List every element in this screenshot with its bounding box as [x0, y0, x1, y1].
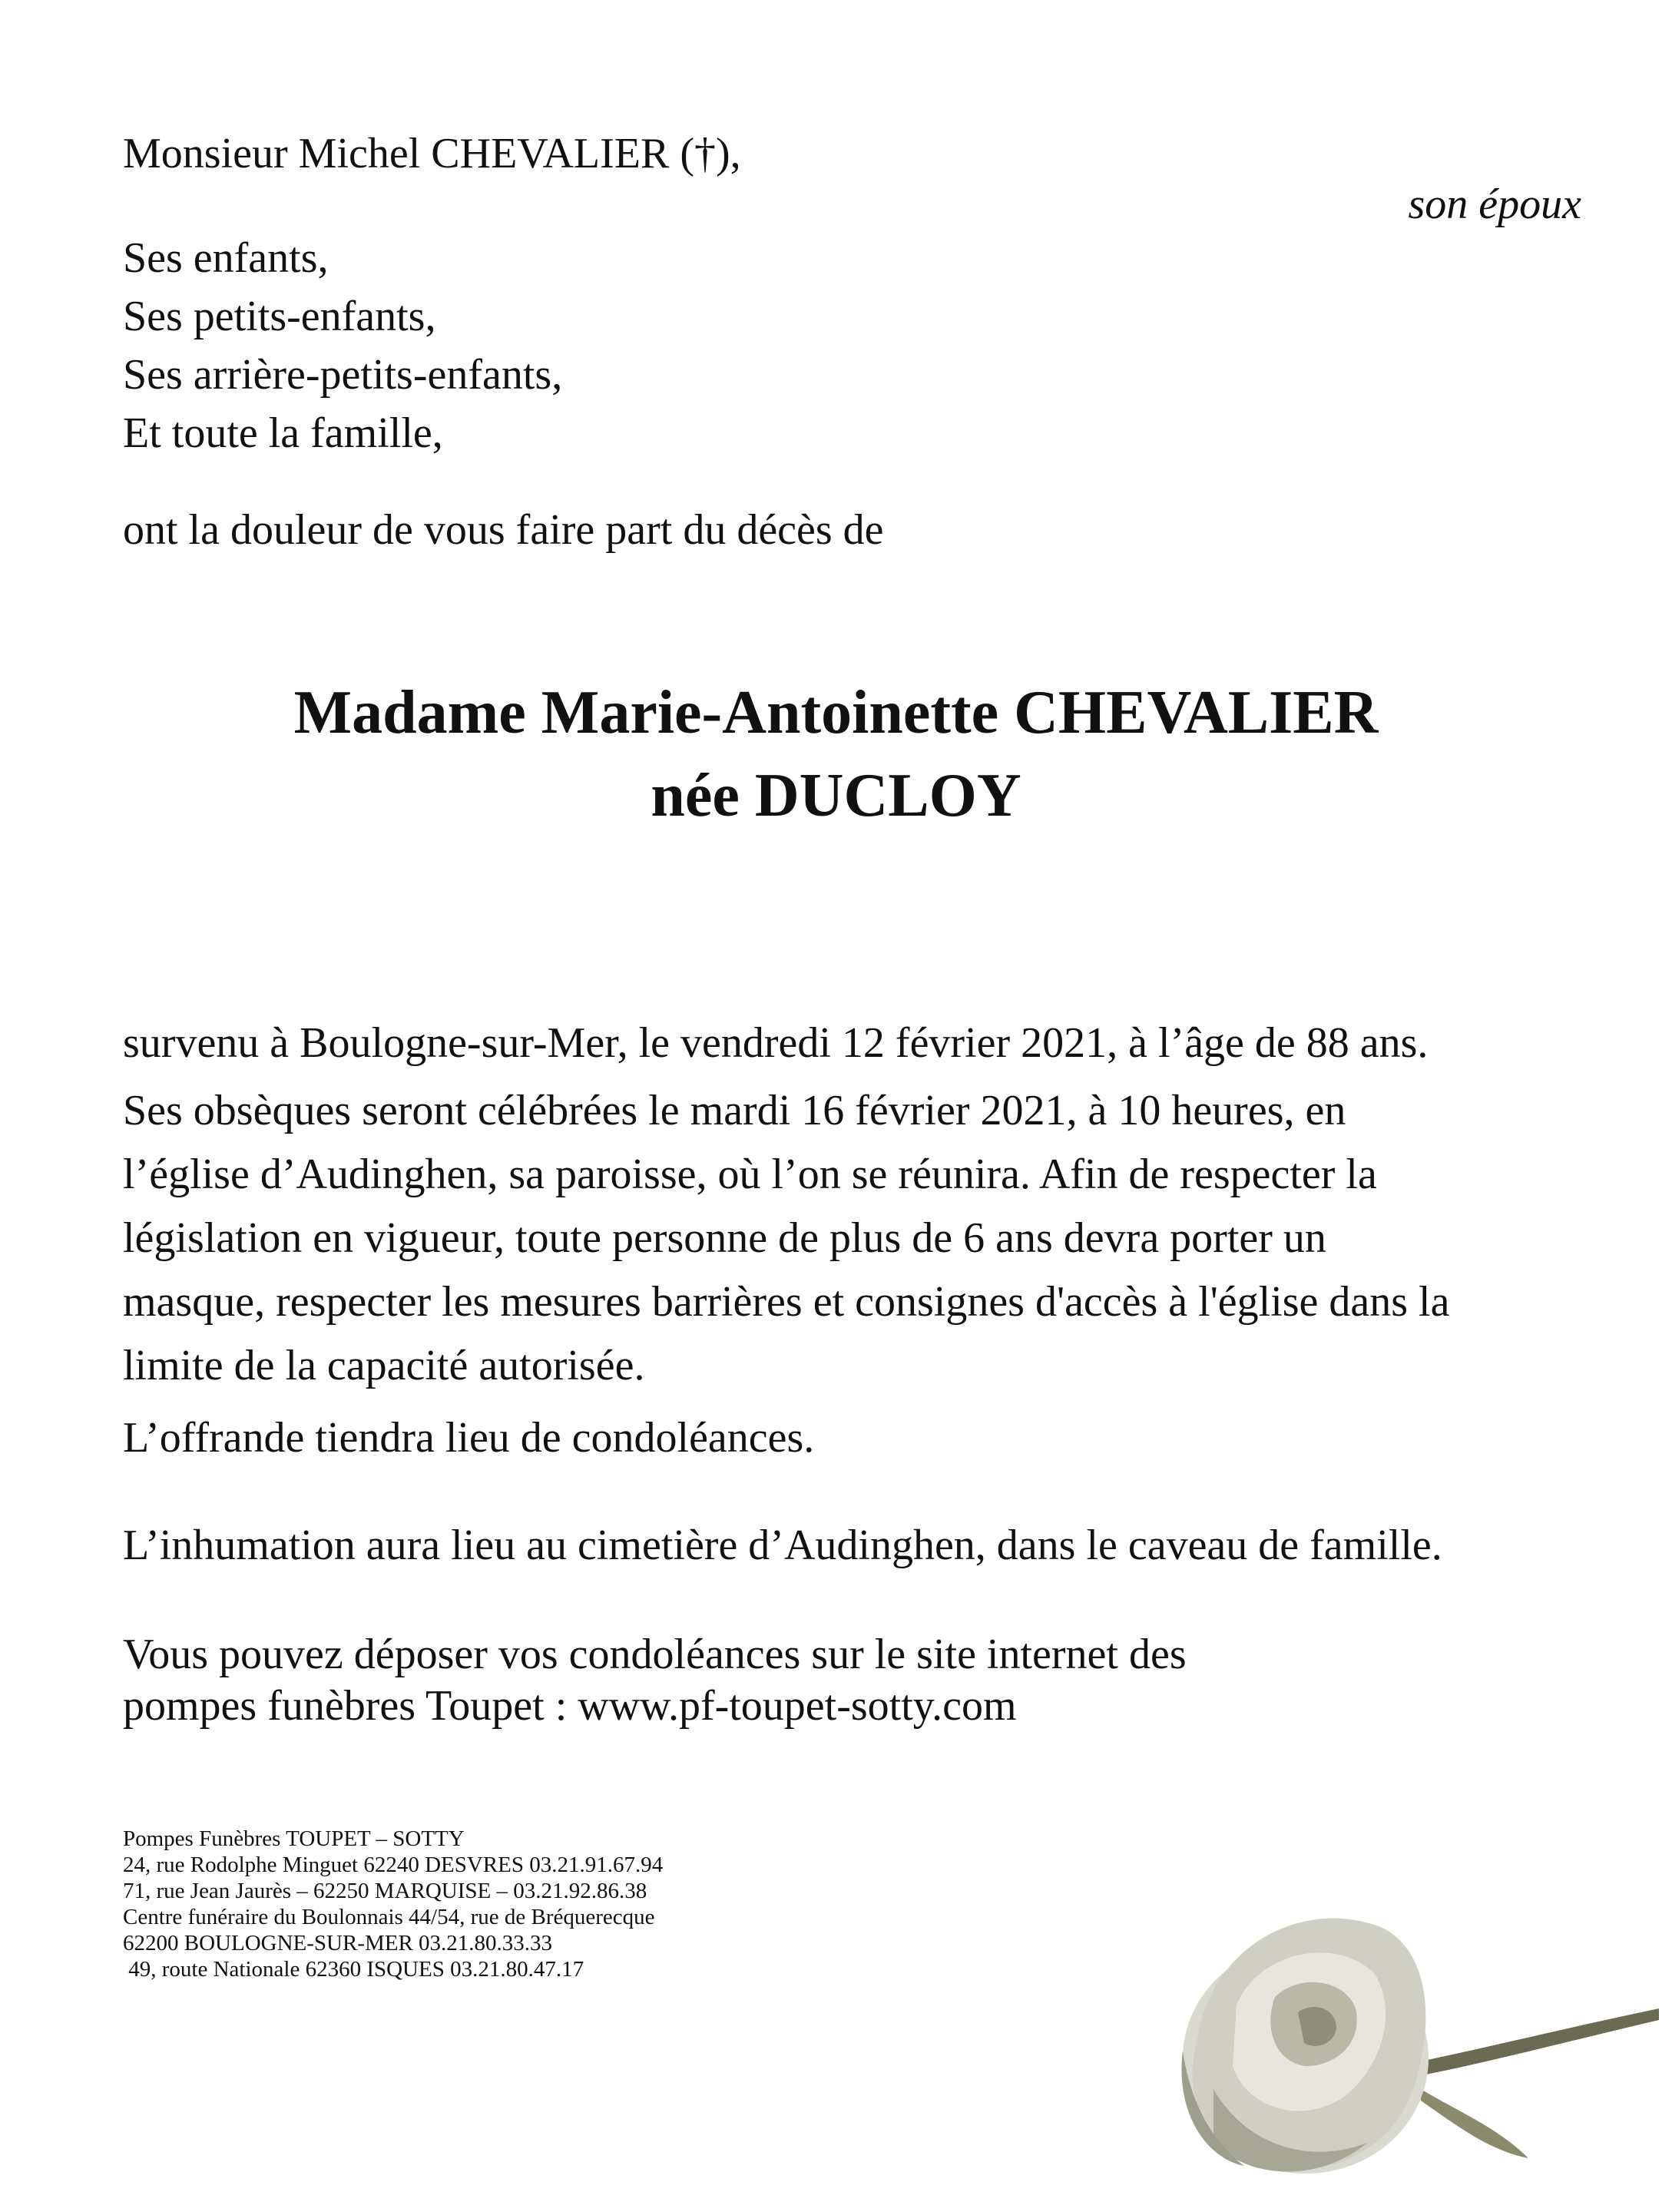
funeral-line: l’église d’Audinghen, sa paroisse, où l’on se réunira. Afin de respecter la: [123, 1151, 1377, 1198]
family-line: Ses arrière-petits-enfants,: [123, 351, 563, 399]
family-line: Et toute la famille,: [123, 409, 443, 457]
deceased-maiden-name: née DUCLOY: [651, 762, 1021, 830]
offering-notice: L’offrande tiendra lieu de condoléances.: [123, 1414, 815, 1462]
footer-line: 24, rue Rodolphe Minguet 62240 DESVRES 03.21.91.67.94: [123, 1853, 664, 1877]
death-notice: survenu à Boulogne-sur-Mer, le vendredi 12 février 2021, à l’âge de 88 ans.: [123, 1019, 1429, 1067]
condolences-line: Vous pouvez déposer vos condoléances sur le site internet des: [123, 1631, 1187, 1678]
deceased-name: Madame Marie-Antoinette CHEVALIER: [293, 679, 1379, 747]
funeral-line: Ses obsèques seront célébrées le mardi 16 février 2021, à 10 heures, en: [123, 1087, 1346, 1134]
funeral-line: limite de la capacité autorisée.: [123, 1342, 645, 1389]
family-line: Ses petits-enfants,: [123, 293, 436, 340]
funeral-line: masque, respecter les mesures barrières et consignes d'accès à l'église dans la: [123, 1278, 1450, 1326]
funeral-line: législation en vigueur, toute personne de plus de 6 ans devra porter un: [123, 1214, 1326, 1262]
footer-line: Pompes Funèbres TOUPET – SOTTY: [123, 1826, 465, 1851]
spouse-line: Monsieur Michel CHEVALIER (†),: [123, 130, 741, 177]
rose-image: [1167, 1836, 1659, 2204]
footer-line: 49, route Nationale 62360 ISQUES 03.21.80.47.17: [123, 1957, 584, 1982]
announcement: ont la douleur de vous faire part du décès de: [123, 506, 884, 554]
spouse-relation: son époux: [1408, 180, 1581, 228]
condolences-website-line: pompes funèbres Toupet : www.pf-toupet-sotty.com: [123, 1682, 1017, 1730]
footer-line: 71, rue Jean Jaurès – 62250 MARQUISE – 03.21.92.86.38: [123, 1879, 647, 1903]
burial-notice: L’inhumation aura lieu au cimetière d’Audinghen, dans le caveau de famille.: [123, 1522, 1442, 1569]
footer-line: Centre funéraire du Boulonnais 44/54, rue de Bréquerecque: [123, 1905, 655, 1929]
family-line: Ses enfants,: [123, 234, 329, 282]
footer-line: 62200 BOULOGNE-SUR-MER 03.21.80.33.33: [123, 1931, 553, 1955]
